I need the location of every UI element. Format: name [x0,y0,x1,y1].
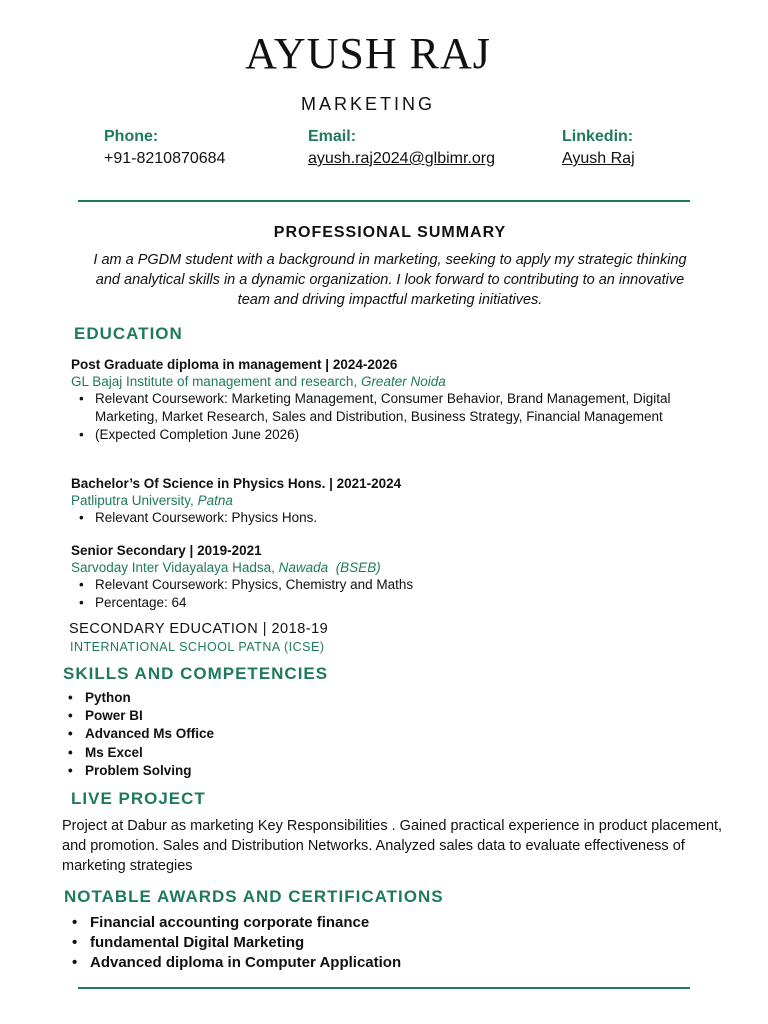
ug-institute-name: Patliputra University, [71,493,194,508]
education-pg [71,357,711,444]
divider-bottom [78,987,690,989]
project-text: Project at Dabur as marketing Key Responsibilities . Gained practical experience in product placement, and promotion. Sales and Distribution Networks. Analyzed sales data to evaluate effectiveness of marketing strategies [62,818,723,874]
email-block [308,128,495,168]
ug-bullets [71,509,711,527]
ss-location: Nawada [278,560,329,575]
skill-item: • Power BI [63,707,214,725]
email-label: Email: [308,128,357,145]
pg-degree: Post Graduate diploma in management | 2024-2026 [71,357,398,372]
phone-value: +91-8210870684 [104,150,226,167]
skill-item: • Problem Solving [63,762,214,780]
sec-degree: SECONDARY EDUCATION | 2018-19 [69,621,329,637]
ss-board: (BSEB) [335,560,381,575]
pg-institute-name: GL Bajaj Institute of management and research, [71,374,358,389]
list-item: • Relevant Coursework: Marketing Management, Consumer Behavior, Brand Management, Digital Marketing, Market Research, Sales and Distribution, Business Strategy, Financial Management [71,390,711,426]
skill-item: • Ms Excel [63,744,214,762]
ss-degree: Senior Secondary | 2019-2021 [71,543,262,558]
list-item: • Relevant Coursework: Physics, Chemistry and Maths [71,576,711,594]
ug-institute [71,493,711,508]
pg-location: Greater Noida [360,374,446,389]
candidate-name: AYUSH RAJ [245,29,491,78]
list-item: • Percentage: 64 [71,594,711,612]
awards-list [62,913,401,973]
divider-top [78,200,690,202]
summary-title: PROFESSIONAL SUMMARY [273,224,507,241]
education-ss [71,543,711,612]
candidate-role: MARKETING [300,94,435,114]
ug-degree: Bachelor’s Of Science in Physics Hons. | 2021-2024 [71,476,402,491]
linkedin-block [562,128,635,168]
skill-item: • Advanced Ms Office [63,725,214,743]
phone-label: Phone: [104,128,159,145]
ug-location: Patna [197,493,233,508]
ss-institute-name: Sarvoday Inter Vidayalaya Hadsa, [71,560,275,575]
pg-bullets [71,390,711,444]
email-link[interactable]: ayush.raj2024@glbimr.org [308,150,496,167]
awards-title: NOTABLE AWARDS AND CERTIFICATIONS [64,887,444,906]
award-item: • Advanced diploma in Computer Application [62,953,401,973]
linkedin-link[interactable]: Ayush Raj [562,150,635,167]
list-item: • (Expected Completion June 2026) [71,426,711,444]
education-title: EDUCATION [74,324,183,343]
sec-institute: INTERNATIONAL SCHOOL PATNA (ICSE) [70,640,325,654]
education-ug [71,476,711,527]
phone-block [104,128,225,168]
award-item: • Financial accounting corporate finance [62,913,401,933]
linkedin-label: Linkedin: [562,128,634,145]
skills-title: SKILLS AND COMPETENCIES [63,664,329,683]
ss-institute [71,560,711,575]
pg-institute [71,374,711,389]
award-item: • fundamental Digital Marketing [62,933,401,953]
skill-item: • Python [63,689,214,707]
ss-bullets [71,576,711,612]
list-item: • Relevant Coursework: Physics Hons. [71,509,711,527]
summary-text: I am a PGDM student with a background in marketing, seeking to apply my strategic thinking and analytical skills in a dynamic organization. I look forward to contributing to an innovative team and driving impactful marketing initiatives. [93,252,687,308]
project-title: LIVE PROJECT [71,789,206,808]
skills-list [63,689,214,780]
